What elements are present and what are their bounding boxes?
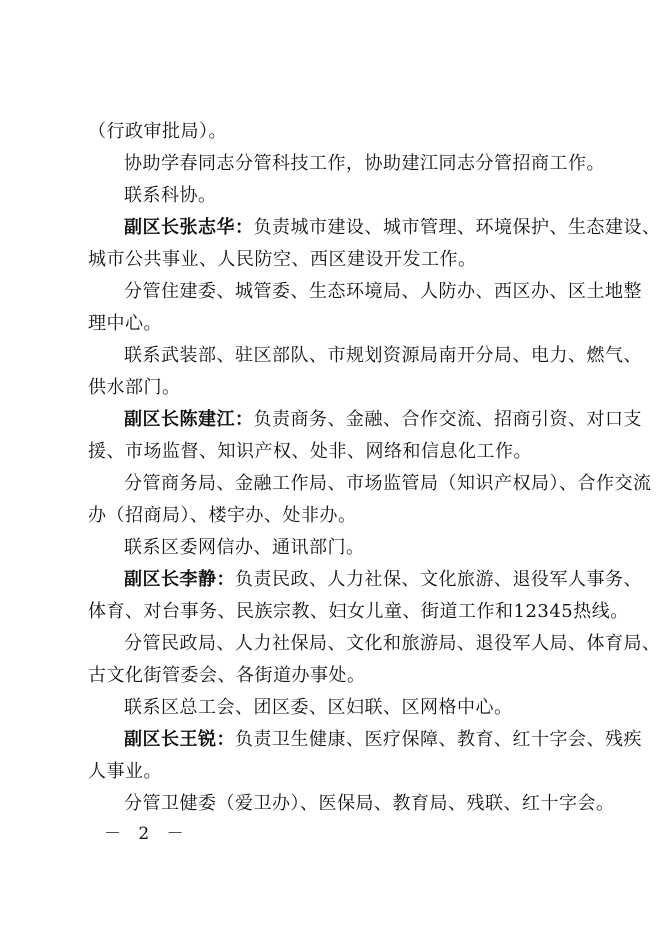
text-line: 理中心。 — [88, 313, 162, 334]
text-line: 负责商务、金融、合作交流、招商引资、对口支 — [253, 409, 642, 430]
paragraph-zhang — [124, 216, 661, 240]
text-line: 负责卫生健康、医疗保障、教育、红十字会、残疾 — [235, 729, 642, 750]
paragraph-li — [124, 568, 642, 592]
text-line: 协助学春同志分管科技工作，协助建江同志分管招商工作。 — [124, 153, 605, 174]
page-number: － 2 － — [104, 824, 190, 844]
text-line: 分管民政局、人力社保局、文化和旅游局、退役军人局、体育局、 — [124, 633, 661, 654]
text-line: 体育、对台事务、民族宗教、妇女儿童、街道工作和12345热线。 — [88, 601, 629, 622]
official-heading: 副区长李静： — [124, 569, 235, 590]
official-heading: 副区长王锐： — [124, 729, 235, 750]
text-line: 办（招商局）、楼宇办、处非办。 — [88, 505, 357, 526]
text-line: 联系区委网信办、通讯部门。 — [124, 537, 365, 558]
text-line: 分管住建委、城管委、生态环境局、人防办、西区办、区土地整 — [124, 281, 642, 302]
text-line: 负责城市建设、城市管理、环境保护、生态建设、 — [253, 217, 661, 238]
paragraph-chen — [124, 408, 642, 432]
text-line: 联系区总工会、团区委、区妇联、区网格中心。 — [124, 697, 513, 718]
text-line: 联系武装部、驻区部队、市规划资源局南开分局、电力、燃气、 — [124, 345, 642, 366]
official-heading: 副区长张志华： — [124, 217, 254, 238]
text-line: 分管商务局、金融工作局、市场监管局（知识产权局）、合作交流 — [124, 473, 652, 494]
text-line: （行政审批局）。 — [88, 121, 227, 142]
text-line: 援、市场监督、知识产权、处非、网络和信息化工作。 — [88, 441, 532, 462]
text-line: 联系科协。 — [124, 185, 217, 206]
text-line: 古文化街管委会、各街道办事处。 — [88, 665, 366, 686]
text-line: 分管卫健委（爱卫办）、医保局、教育局、残联、红十字会。 — [124, 793, 615, 814]
text-line: 负责民政、人力社保、文化旅游、退役军人事务、 — [235, 569, 642, 590]
text-line: 城市公共事业、人民防空、西区建设开发工作。 — [88, 249, 477, 270]
paragraph-wang — [124, 728, 642, 752]
text-line: 人事业。 — [88, 761, 162, 782]
official-heading: 副区长陈建江： — [124, 409, 254, 430]
text-line: 供水部门。 — [88, 377, 181, 398]
